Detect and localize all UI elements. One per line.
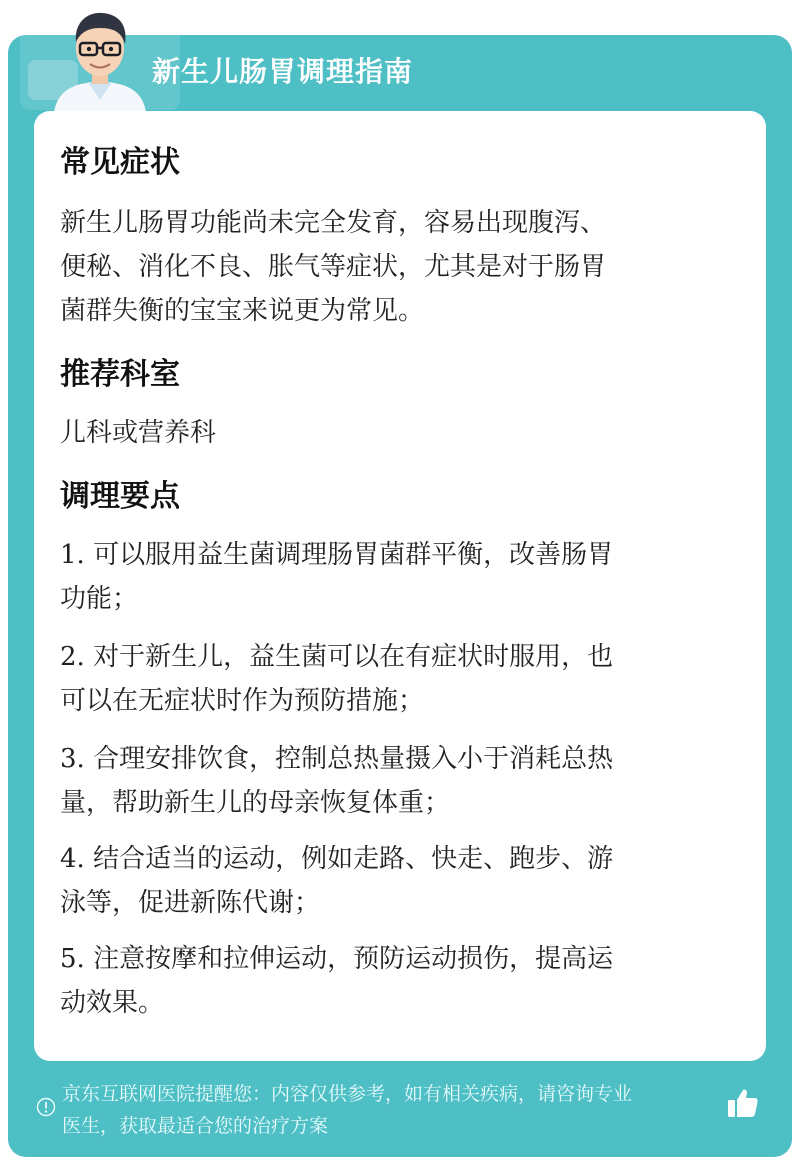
symptoms-text <box>60 201 740 333</box>
tip-number: 2. <box>60 642 85 672</box>
tip-text: 泳等，促进新陈代谢； <box>60 888 321 918</box>
department-heading: 推荐科室 <box>60 357 180 392</box>
disclaimer <box>62 1078 724 1142</box>
tip-text: 合理安排饮食，控制总热量摄入小于消耗总热 <box>84 744 614 774</box>
tip-item <box>60 635 740 723</box>
tip-text: 量，帮助新生儿的母亲恢复体重； <box>60 788 451 818</box>
tip-text: 功能； <box>60 584 139 614</box>
disclaimer-line: 医生，获取最适合您的治疗方案 <box>62 1115 329 1137</box>
tip-item <box>60 737 740 825</box>
tip-text: 注意按摩和拉伸运动，预防运动损伤，提高运 <box>84 944 614 974</box>
page-title: 新生儿肠胃调理指南 <box>152 55 414 88</box>
symptoms-heading: 常见症状 <box>60 145 180 180</box>
content-card <box>34 111 766 1061</box>
symptoms-line: 新生儿肠胃功能尚未完全发育，容易出现腹泻、 <box>60 208 607 238</box>
thumbs-up-icon[interactable] <box>726 1086 760 1120</box>
tip-item <box>60 837 740 925</box>
info-icon <box>36 1097 56 1117</box>
tips-heading: 调理要点 <box>60 479 180 514</box>
tip-text: 可以服用益生菌调理肠胃菌群平衡，改善肠胃 <box>84 540 614 570</box>
department-text: 儿科或营养科 <box>60 418 217 448</box>
doctor-avatar-icon <box>50 8 150 112</box>
tip-text: 可以在无症状时作为预防措施； <box>60 686 425 716</box>
tip-number: 3. <box>60 744 85 774</box>
tip-text: 结合适当的运动，例如走路、快走、跑步、游 <box>84 844 614 874</box>
tip-number: 4. <box>60 844 85 874</box>
disclaimer-line: 京东互联网医院提醒您：内容仅供参考，如有相关疾病，请咨询专业 <box>62 1083 633 1105</box>
symptoms-line: 便秘、消化不良、胀气等症状，尤其是对于肠胃 <box>60 252 607 282</box>
tip-number: 5. <box>60 944 85 974</box>
tip-item <box>60 937 740 1025</box>
symptoms-line: 菌群失衡的宝宝来说更为常见。 <box>60 296 425 326</box>
tip-text: 对于新生儿，益生菌可以在有症状时服用，也 <box>84 642 614 672</box>
tip-number: 1. <box>60 540 85 570</box>
tip-item <box>60 533 740 621</box>
tip-text: 动效果。 <box>60 988 165 1018</box>
